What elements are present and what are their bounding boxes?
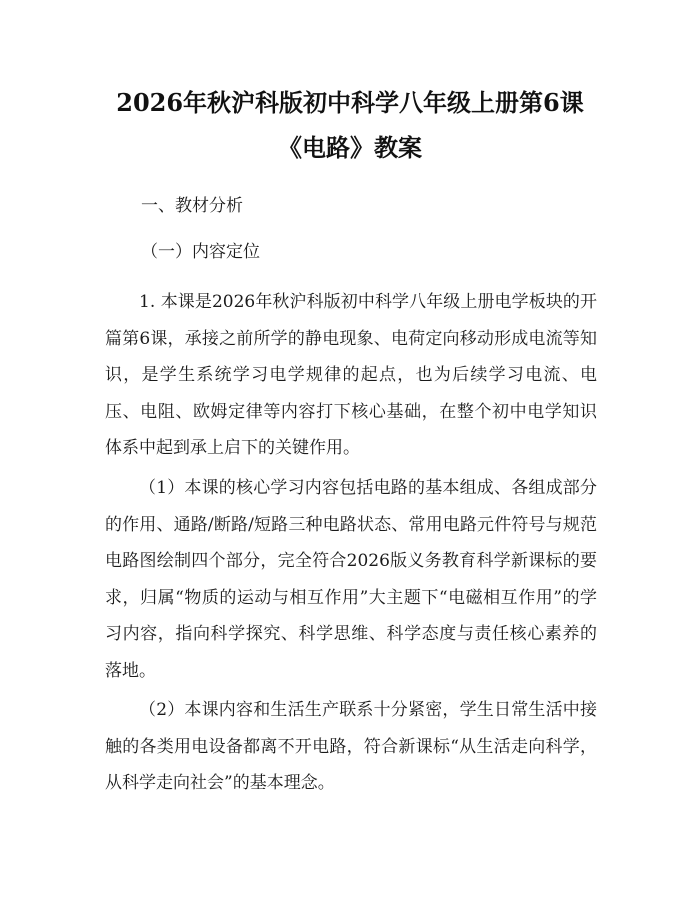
paragraph-life-connection: （2）本课内容和生活生产联系十分紧密，学生日常生活中接触的各类用电设备都离不开电路，符合新课标“从生活走向科学，从科学走向社会”的基本理念。 xyxy=(105,700,597,793)
paragraph-content-positioning: 1. 本课是2026年秋沪科版初中科学八年级上册电学板块的开篇第6课，承接之前所学的静电现象、电荷定向移动形成电流等知识，是学生系统学习电学规律的起点，也为后续学习电流、电压、电阻、欧姆定律等内容打下核心基础，在整个初中电学知识体系中起到承上启下的关键作用。 xyxy=(105,292,597,458)
paragraph-core-content: （1）本课的核心学习内容包括电路的基本组成、各组成部分的作用、通路/断路/短路三种电路状态、常用电路元件符号与规范电路图绘制四个部分，完全符合2026版义务教育科学新课标的要求，归属“物质的运动与相互作用”大主题下“电磁相互作用”的学习内容，指向科学探究、科学思维、科学态度与责任核心素养的落地。 xyxy=(105,478,597,681)
document-title-line-1: 2026年秋沪科版初中科学八年级上册第6课 xyxy=(116,88,584,117)
subsection-heading: （一）内容定位 xyxy=(141,242,260,262)
section-heading: 一、教材分析 xyxy=(141,196,243,216)
document-title-line-2: 《电路》教案 xyxy=(278,133,422,162)
